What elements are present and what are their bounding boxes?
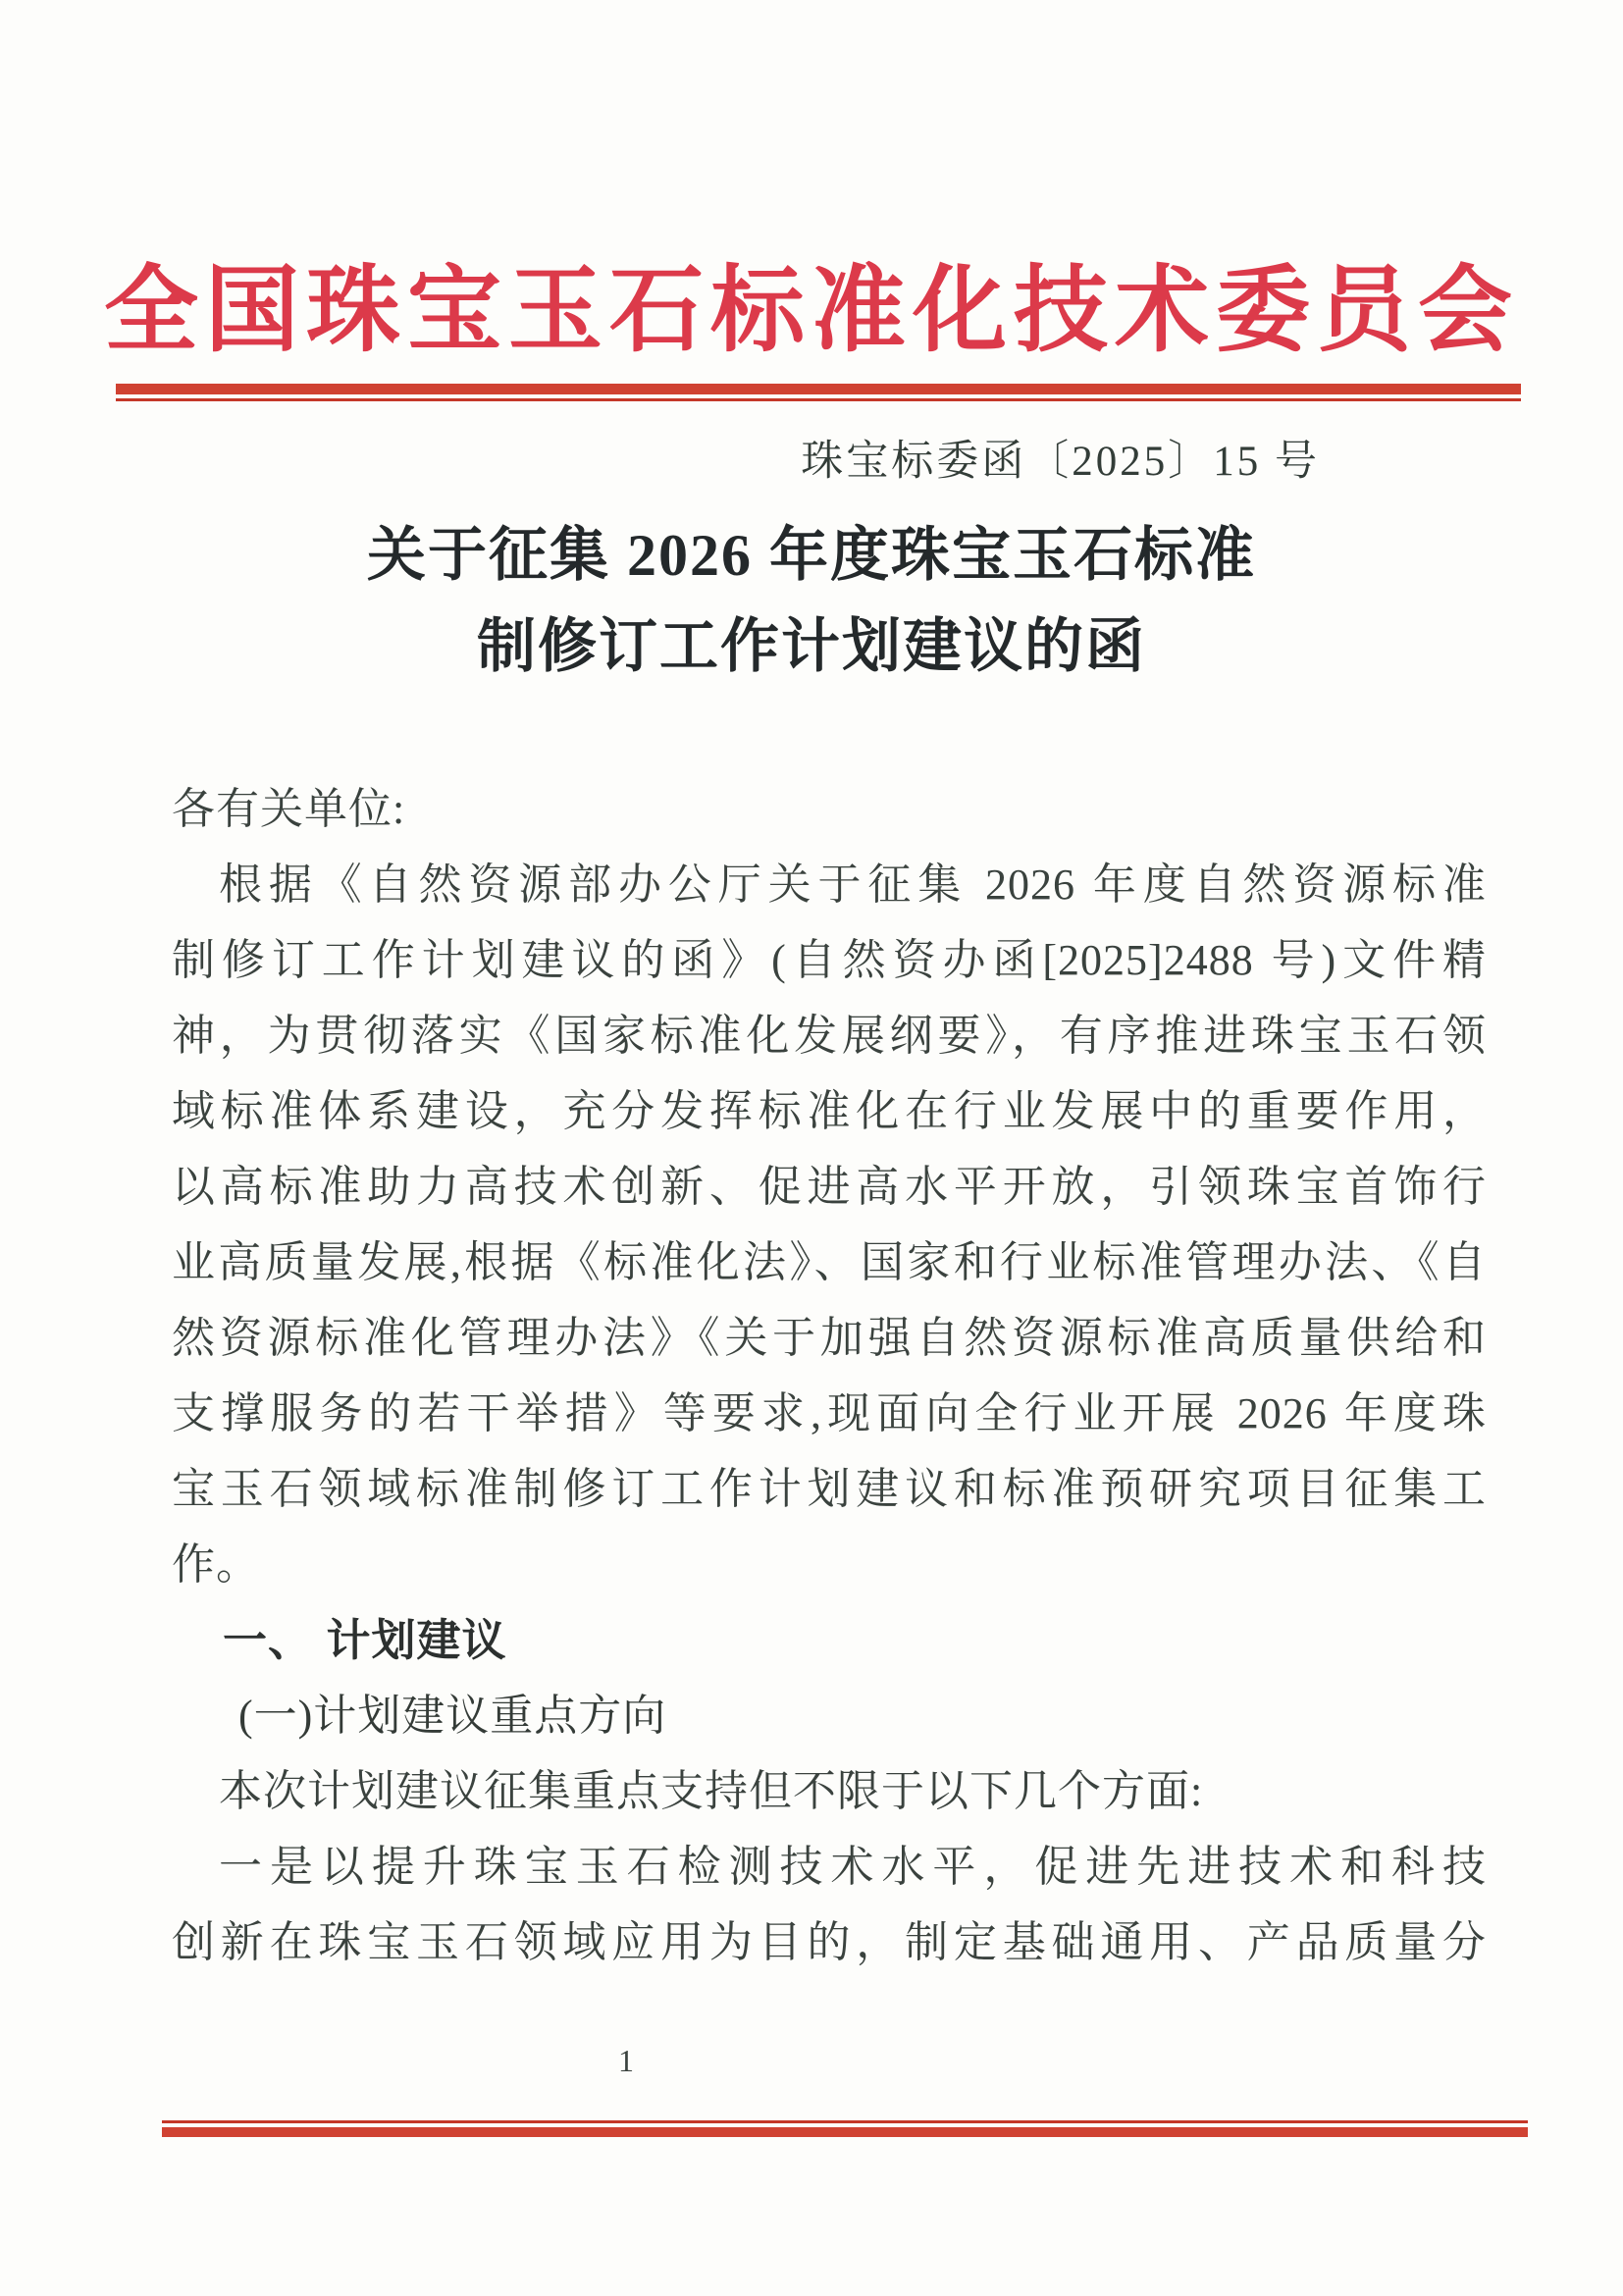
doc-reference-number: 珠宝标委函〔2025〕15 号 <box>801 439 1320 485</box>
body-line: 支撑服务的若干举措》等要求,现面向全行业开展 2026 年度珠 <box>172 1389 1487 1437</box>
footer-rule <box>162 2120 1528 2137</box>
document-title <box>0 510 1623 693</box>
body-line: 创新在珠宝玉石领域应用为目的，制定基础通用、产品质量分 <box>172 1918 1487 1966</box>
body-line: (一)计划建议重点方向 <box>238 1692 667 1740</box>
body-line: 业高质量发展,根据《标准化法》、国家和行业标准管理办法、《自 <box>172 1238 1487 1286</box>
body-line: 各有关单位: <box>172 785 406 833</box>
body-line: 然资源标准化管理办法》《关于加强自然资源标准高质量供给和 <box>172 1314 1487 1362</box>
body-line: 以高标准助力高技术创新、促进高水平开放，引领珠宝首饰行 <box>172 1163 1487 1211</box>
body-line: 域标准体系建设，充分发挥标准化在行业发展中的重要作用， <box>172 1087 1487 1135</box>
page-number: 1 <box>618 2043 634 2078</box>
body-line: 宝玉石领域标准制修订工作计划建议和标准预研究项目征集工 <box>172 1465 1487 1513</box>
body-line: 本次计划建议征集重点支持但不限于以下几个方面: <box>219 1767 1204 1815</box>
body-line: 神，为贯彻落实《国家标准化发展纲要》，有序推进珠宝玉石领 <box>172 1012 1487 1060</box>
letterhead-rule-thin <box>116 398 1521 401</box>
document-title-line2: 制修订工作计划建议的函 <box>477 614 1146 679</box>
body-line: 一是以提升珠宝玉石检测技术水平，促进先进技术和科技 <box>219 1843 1487 1891</box>
letterhead-rule-thick <box>116 384 1521 394</box>
footer-rule-thick <box>162 2127 1528 2137</box>
document-body <box>172 771 1487 1980</box>
body-line: 制修订工作计划建议的函》(自然资办函[2025]2488 号)文件精 <box>172 936 1487 984</box>
letterhead-rule <box>116 384 1521 401</box>
body-line: 一、 计划建议 <box>223 1615 507 1665</box>
body-line: 作。 <box>172 1540 260 1589</box>
document-title-line1: 关于征集 2026 年度珠宝玉石标准 <box>367 523 1256 588</box>
letterhead-org-title: 全国珠宝玉石标准化技术委员会 <box>104 258 1519 363</box>
body-line: 根据《自然资源部办公厅关于征集 2026 年度自然资源标准 <box>219 861 1487 909</box>
